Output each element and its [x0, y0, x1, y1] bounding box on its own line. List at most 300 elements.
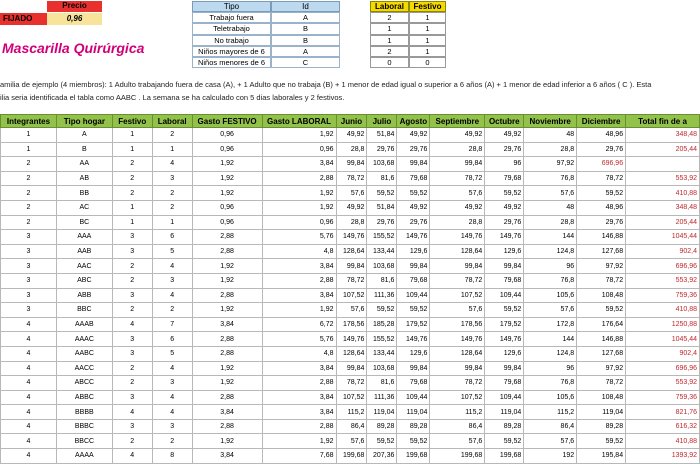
table-cell[interactable]: 99,84	[485, 259, 524, 274]
table-cell[interactable]: 0,96	[192, 128, 262, 143]
table-cell[interactable]: 4	[152, 288, 192, 303]
table-cell[interactable]	[626, 157, 700, 172]
table-cell[interactable]: 1,92	[262, 186, 336, 201]
table-cell[interactable]: 48,96	[577, 128, 626, 143]
table-cell[interactable]: 59,52	[577, 186, 626, 201]
table-cell[interactable]: 57,6	[524, 434, 577, 449]
table-cell[interactable]: 553,92	[626, 171, 700, 186]
table-cell[interactable]: 3	[152, 273, 192, 288]
table-cell[interactable]: 29,76	[367, 215, 397, 230]
table-cell[interactable]: 79,68	[397, 171, 430, 186]
table-cell[interactable]: 59,52	[367, 186, 397, 201]
table-cell[interactable]: 1	[1, 142, 57, 157]
table-cell[interactable]: 821,76	[626, 405, 700, 420]
table-cell[interactable]: 149,76	[430, 332, 485, 347]
price-header[interactable]: Precio	[47, 1, 102, 12]
column-header[interactable]: Junio	[336, 115, 367, 128]
table-cell[interactable]: 108,48	[577, 288, 626, 303]
table-cell[interactable]: AAAB	[56, 317, 112, 332]
table-cell[interactable]: 59,52	[367, 303, 397, 318]
table-cell[interactable]: 111,36	[367, 390, 397, 405]
table-cell[interactable]: 2,88	[192, 390, 262, 405]
table-cell[interactable]: 3	[1, 230, 57, 245]
table-cell[interactable]: 2,88	[262, 171, 336, 186]
tipo-table-header[interactable]: Tipo	[192, 1, 271, 12]
laboral-table-cell[interactable]: 1	[370, 23, 409, 34]
laboral-table-cell[interactable]: 2	[370, 12, 409, 23]
table-cell[interactable]: 129,6	[397, 244, 430, 259]
tipo-table-cell[interactable]: A	[271, 12, 340, 23]
table-cell[interactable]: 124,8	[524, 346, 577, 361]
table-cell[interactable]: BBC	[56, 303, 112, 318]
table-cell[interactable]: 49,92	[397, 128, 430, 143]
table-cell[interactable]: 49,92	[485, 200, 524, 215]
table-cell[interactable]: 1045,44	[626, 230, 700, 245]
table-cell[interactable]: 128,64	[430, 346, 485, 361]
table-cell[interactable]: 57,6	[430, 303, 485, 318]
table-cell[interactable]: 2	[1, 200, 57, 215]
table-cell[interactable]: 4	[1, 405, 57, 420]
table-cell[interactable]: 78,72	[430, 376, 485, 391]
laboral-table-cell[interactable]: 0	[409, 57, 446, 68]
table-cell[interactable]: 3	[112, 346, 152, 361]
table-cell[interactable]: 155,52	[367, 230, 397, 245]
tipo-table-cell[interactable]: Trabajo fuera	[192, 12, 271, 23]
table-cell[interactable]: 78,72	[430, 171, 485, 186]
table-cell[interactable]: 207,36	[367, 449, 397, 464]
laboral-table-cell[interactable]: 2	[370, 46, 409, 57]
table-cell[interactable]: 2	[112, 273, 152, 288]
table-cell[interactable]: 149,76	[336, 332, 367, 347]
table-cell[interactable]: 199,68	[397, 449, 430, 464]
table-cell[interactable]: 81,6	[367, 376, 397, 391]
table-cell[interactable]: 4	[112, 317, 152, 332]
table-cell[interactable]: 2	[152, 303, 192, 318]
table-cell[interactable]: 3,84	[262, 405, 336, 420]
table-cell[interactable]: 105,6	[524, 288, 577, 303]
table-cell[interactable]: 199,68	[485, 449, 524, 464]
table-cell[interactable]: 1	[152, 142, 192, 157]
table-cell[interactable]: 59,52	[397, 186, 430, 201]
table-cell[interactable]: 2,88	[262, 376, 336, 391]
table-cell[interactable]: 124,8	[524, 244, 577, 259]
table-cell[interactable]: 149,76	[397, 230, 430, 245]
table-cell[interactable]: 79,68	[397, 273, 430, 288]
table-cell[interactable]: 2	[152, 128, 192, 143]
table-cell[interactable]: 3,84	[262, 157, 336, 172]
table-cell[interactable]: ABCC	[56, 376, 112, 391]
table-cell[interactable]: AACC	[56, 361, 112, 376]
table-cell[interactable]: 28,8	[336, 142, 367, 157]
laboral-table-cell[interactable]: 0	[370, 57, 409, 68]
table-cell[interactable]: 155,52	[367, 332, 397, 347]
table-cell[interactable]: 2,88	[262, 419, 336, 434]
table-cell[interactable]: A	[56, 128, 112, 143]
table-cell[interactable]: 178,56	[336, 317, 367, 332]
table-cell[interactable]: 89,28	[577, 419, 626, 434]
table-cell[interactable]: 4	[1, 346, 57, 361]
table-cell[interactable]: 29,76	[485, 142, 524, 157]
table-cell[interactable]: 1,92	[192, 171, 262, 186]
table-cell[interactable]: 86,4	[430, 419, 485, 434]
table-cell[interactable]: 59,52	[485, 434, 524, 449]
table-cell[interactable]: 902,4	[626, 244, 700, 259]
column-header[interactable]: Festivo	[112, 115, 152, 128]
table-cell[interactable]: 48	[524, 200, 577, 215]
table-cell[interactable]: 3	[1, 288, 57, 303]
table-cell[interactable]: 78,72	[577, 273, 626, 288]
table-cell[interactable]: 48,96	[577, 200, 626, 215]
table-cell[interactable]: 0,96	[262, 215, 336, 230]
table-cell[interactable]: 127,68	[577, 346, 626, 361]
table-cell[interactable]: 144	[524, 230, 577, 245]
table-cell[interactable]: 115,2	[524, 405, 577, 420]
tipo-table-cell[interactable]: Niños mayores de 6	[192, 46, 271, 57]
table-cell[interactable]: 4,8	[262, 244, 336, 259]
table-cell[interactable]: 96	[524, 361, 577, 376]
table-cell[interactable]: 205,44	[626, 142, 700, 157]
table-cell[interactable]: 1	[112, 142, 152, 157]
table-cell[interactable]: 2	[112, 171, 152, 186]
table-cell[interactable]: 59,52	[367, 434, 397, 449]
tipo-table-cell[interactable]: No trabajo	[192, 35, 271, 46]
table-cell[interactable]: 0,96	[192, 200, 262, 215]
fixed-price-value[interactable]: 0,96	[47, 13, 102, 25]
table-cell[interactable]: 3,84	[192, 449, 262, 464]
table-cell[interactable]: 179,52	[485, 317, 524, 332]
table-cell[interactable]: 616,32	[626, 419, 700, 434]
table-cell[interactable]: 29,76	[577, 215, 626, 230]
table-cell[interactable]: 109,44	[397, 390, 430, 405]
table-cell[interactable]: 1,92	[192, 303, 262, 318]
table-cell[interactable]: 79,68	[485, 171, 524, 186]
table-cell[interactable]: 109,44	[485, 390, 524, 405]
table-cell[interactable]: 3	[112, 244, 152, 259]
table-cell[interactable]: 149,76	[430, 230, 485, 245]
table-cell[interactable]: 1045,44	[626, 332, 700, 347]
tipo-table-cell[interactable]: Niños menores de 6	[192, 57, 271, 68]
table-cell[interactable]: 0,96	[262, 142, 336, 157]
table-cell[interactable]: 3,84	[262, 361, 336, 376]
table-cell[interactable]: 133,44	[367, 346, 397, 361]
table-cell[interactable]: 109,44	[397, 288, 430, 303]
table-cell[interactable]: 2,88	[192, 288, 262, 303]
table-cell[interactable]: 79,68	[485, 376, 524, 391]
table-cell[interactable]: 4	[152, 405, 192, 420]
table-cell[interactable]: 28,8	[524, 142, 577, 157]
table-cell[interactable]: 2	[1, 157, 57, 172]
table-cell[interactable]: 128,64	[430, 244, 485, 259]
table-cell[interactable]: 3	[1, 259, 57, 274]
table-cell[interactable]: 4	[1, 390, 57, 405]
table-cell[interactable]: 129,6	[485, 346, 524, 361]
table-cell[interactable]: BB	[56, 186, 112, 201]
column-header[interactable]: Julio	[367, 115, 397, 128]
table-cell[interactable]: 49,92	[430, 200, 485, 215]
column-header[interactable]: Diciembre	[577, 115, 626, 128]
table-cell[interactable]: 178,56	[430, 317, 485, 332]
table-cell[interactable]: 6	[152, 332, 192, 347]
column-header[interactable]: Septiembre	[430, 115, 485, 128]
laboral-table-header[interactable]: Laboral	[370, 1, 409, 12]
table-cell[interactable]: 108,48	[577, 390, 626, 405]
table-cell[interactable]: 48	[524, 128, 577, 143]
table-cell[interactable]: 129,6	[397, 346, 430, 361]
table-cell[interactable]: 119,04	[577, 405, 626, 420]
table-cell[interactable]: 133,44	[367, 244, 397, 259]
table-cell[interactable]: 149,76	[485, 332, 524, 347]
table-cell[interactable]: 59,52	[485, 303, 524, 318]
table-cell[interactable]: 107,52	[336, 390, 367, 405]
table-cell[interactable]: 1,92	[192, 434, 262, 449]
column-header[interactable]: Tipo hogar	[56, 115, 112, 128]
table-cell[interactable]: 129,6	[485, 244, 524, 259]
table-cell[interactable]: 57,6	[524, 186, 577, 201]
table-cell[interactable]: 29,76	[485, 215, 524, 230]
table-cell[interactable]: 2,88	[192, 419, 262, 434]
table-cell[interactable]: 78,72	[577, 171, 626, 186]
table-cell[interactable]: 127,68	[577, 244, 626, 259]
table-cell[interactable]: 99,84	[336, 157, 367, 172]
table-cell[interactable]: 3,84	[262, 390, 336, 405]
table-cell[interactable]: 99,84	[430, 361, 485, 376]
table-cell[interactable]: 1	[1, 128, 57, 143]
table-cell[interactable]: 29,76	[367, 142, 397, 157]
table-cell[interactable]: 0,96	[192, 142, 262, 157]
table-cell[interactable]: 3	[1, 244, 57, 259]
table-cell[interactable]: 5	[152, 244, 192, 259]
table-cell[interactable]: 4	[1, 434, 57, 449]
table-cell[interactable]: 2,88	[262, 273, 336, 288]
table-cell[interactable]: 28,8	[430, 142, 485, 157]
table-cell[interactable]: 5	[152, 346, 192, 361]
laboral-table-header[interactable]: Festivo	[409, 1, 446, 12]
table-cell[interactable]: 4	[1, 361, 57, 376]
table-cell[interactable]: ABB	[56, 288, 112, 303]
table-cell[interactable]: 59,52	[397, 303, 430, 318]
table-cell[interactable]: 410,88	[626, 186, 700, 201]
table-cell[interactable]: 902,4	[626, 346, 700, 361]
table-cell[interactable]: 28,8	[336, 215, 367, 230]
table-cell[interactable]: 1,92	[262, 303, 336, 318]
table-cell[interactable]: 759,36	[626, 390, 700, 405]
laboral-table-cell[interactable]: 1	[409, 12, 446, 23]
table-cell[interactable]: 4	[1, 317, 57, 332]
table-cell[interactable]: 7	[152, 317, 192, 332]
table-cell[interactable]: 3	[152, 171, 192, 186]
table-cell[interactable]: 149,76	[485, 230, 524, 245]
laboral-table-cell[interactable]: 1	[409, 46, 446, 57]
table-cell[interactable]: 3	[152, 419, 192, 434]
table-cell[interactable]: 410,88	[626, 303, 700, 318]
table-cell[interactable]: 1393,92	[626, 449, 700, 464]
table-cell[interactable]: 199,68	[336, 449, 367, 464]
column-header[interactable]: Noviembre	[524, 115, 577, 128]
table-cell[interactable]: 3	[112, 390, 152, 405]
table-cell[interactable]: 4	[112, 405, 152, 420]
table-cell[interactable]: 119,04	[367, 405, 397, 420]
table-cell[interactable]: 3,84	[192, 405, 262, 420]
table-cell[interactable]: 57,6	[430, 434, 485, 449]
table-cell[interactable]: 1	[112, 200, 152, 215]
table-cell[interactable]: 6	[152, 230, 192, 245]
table-cell[interactable]: AABC	[56, 346, 112, 361]
table-cell[interactable]: 99,84	[397, 259, 430, 274]
table-cell[interactable]: 2	[1, 171, 57, 186]
table-cell[interactable]: 96	[524, 259, 577, 274]
table-cell[interactable]: BBCC	[56, 434, 112, 449]
table-cell[interactable]: 59,52	[397, 434, 430, 449]
table-cell[interactable]: 89,28	[367, 419, 397, 434]
table-cell[interactable]: 2	[112, 186, 152, 201]
table-cell[interactable]: 1,92	[262, 434, 336, 449]
column-header[interactable]: Total fin de a	[626, 115, 700, 128]
table-cell[interactable]: 49,92	[336, 200, 367, 215]
table-cell[interactable]: 146,88	[577, 332, 626, 347]
fixed-label[interactable]: FIJADO	[0, 13, 47, 25]
table-cell[interactable]: 4	[1, 332, 57, 347]
table-cell[interactable]: 1,92	[192, 273, 262, 288]
table-cell[interactable]: 99,84	[397, 157, 430, 172]
table-cell[interactable]: 59,52	[485, 186, 524, 201]
table-cell[interactable]: 1	[152, 215, 192, 230]
table-cell[interactable]: 81,6	[367, 171, 397, 186]
table-cell[interactable]: 29,76	[397, 142, 430, 157]
table-cell[interactable]: BC	[56, 215, 112, 230]
table-cell[interactable]: 128,64	[336, 244, 367, 259]
table-cell[interactable]: 2	[112, 259, 152, 274]
table-cell[interactable]: 2	[152, 186, 192, 201]
table-cell[interactable]: 3	[1, 273, 57, 288]
table-cell[interactable]: 78,72	[336, 273, 367, 288]
table-cell[interactable]: 49,92	[485, 128, 524, 143]
table-cell[interactable]: 78,72	[430, 273, 485, 288]
table-cell[interactable]: 97,92	[524, 157, 577, 172]
table-cell[interactable]: 99,84	[430, 259, 485, 274]
table-cell[interactable]: 696,96	[626, 259, 700, 274]
table-cell[interactable]: 149,76	[397, 332, 430, 347]
table-cell[interactable]: 49,92	[336, 128, 367, 143]
table-cell[interactable]: 144	[524, 332, 577, 347]
table-cell[interactable]: 149,76	[336, 230, 367, 245]
table-cell[interactable]: 348,48	[626, 128, 700, 143]
table-cell[interactable]: 4	[1, 376, 57, 391]
table-cell[interactable]: AB	[56, 171, 112, 186]
table-cell[interactable]: 57,6	[336, 434, 367, 449]
table-cell[interactable]: 119,04	[397, 405, 430, 420]
table-cell[interactable]: 79,68	[485, 273, 524, 288]
tipo-table-cell[interactable]: C	[271, 57, 340, 68]
table-cell[interactable]: 28,8	[524, 215, 577, 230]
table-cell[interactable]: 105,6	[524, 390, 577, 405]
table-cell[interactable]: 2,88	[192, 346, 262, 361]
table-cell[interactable]: 2	[152, 434, 192, 449]
table-cell[interactable]: 51,84	[367, 200, 397, 215]
tipo-table-cell[interactable]: A	[271, 46, 340, 57]
table-cell[interactable]: 86,4	[336, 419, 367, 434]
table-cell[interactable]: 4,8	[262, 346, 336, 361]
table-cell[interactable]: 2	[112, 361, 152, 376]
table-cell[interactable]: 57,6	[430, 186, 485, 201]
table-cell[interactable]: 79,68	[397, 376, 430, 391]
table-cell[interactable]: 76,8	[524, 376, 577, 391]
table-cell[interactable]: 696,96	[577, 157, 626, 172]
table-cell[interactable]: AC	[56, 200, 112, 215]
table-cell[interactable]: AAAA	[56, 449, 112, 464]
table-cell[interactable]: 51,84	[367, 128, 397, 143]
table-cell[interactable]: 111,36	[367, 288, 397, 303]
table-cell[interactable]: 1,92	[192, 157, 262, 172]
table-cell[interactable]: 4	[1, 449, 57, 464]
table-cell[interactable]: 4	[152, 390, 192, 405]
table-cell[interactable]: 29,76	[577, 142, 626, 157]
table-cell[interactable]: 205,44	[626, 215, 700, 230]
table-cell[interactable]: 99,84	[430, 157, 485, 172]
laboral-table-cell[interactable]: 1	[370, 35, 409, 46]
table-cell[interactable]: 99,84	[336, 259, 367, 274]
table-cell[interactable]: 1,92	[192, 361, 262, 376]
table-cell[interactable]: 6,72	[262, 317, 336, 332]
column-header[interactable]: Octubre	[485, 115, 524, 128]
table-cell[interactable]: 97,92	[577, 361, 626, 376]
table-cell[interactable]: 3,84	[262, 288, 336, 303]
table-cell[interactable]: 696,96	[626, 361, 700, 376]
table-cell[interactable]: 553,92	[626, 376, 700, 391]
table-cell[interactable]: 115,2	[336, 405, 367, 420]
tipo-table-header[interactable]: Id	[271, 1, 340, 12]
table-cell[interactable]: 2	[112, 434, 152, 449]
table-cell[interactable]: 146,88	[577, 230, 626, 245]
table-cell[interactable]: 103,68	[367, 259, 397, 274]
column-header[interactable]: Integrantes	[1, 115, 57, 128]
table-cell[interactable]: 2	[112, 157, 152, 172]
table-cell[interactable]: 179,52	[397, 317, 430, 332]
table-cell[interactable]: 1,92	[262, 200, 336, 215]
table-cell[interactable]: 4	[152, 259, 192, 274]
table-cell[interactable]: 89,28	[397, 419, 430, 434]
table-cell[interactable]: 59,52	[577, 303, 626, 318]
table-cell[interactable]: 176,64	[577, 317, 626, 332]
table-cell[interactable]: 78,72	[336, 376, 367, 391]
table-cell[interactable]: 1250,88	[626, 317, 700, 332]
table-cell[interactable]: 0,96	[192, 215, 262, 230]
table-cell[interactable]: 553,92	[626, 273, 700, 288]
table-cell[interactable]: 89,28	[485, 419, 524, 434]
table-cell[interactable]: 49,92	[430, 128, 485, 143]
table-cell[interactable]: 3	[112, 230, 152, 245]
table-cell[interactable]: 28,8	[430, 215, 485, 230]
table-cell[interactable]: 3	[152, 376, 192, 391]
tipo-table-cell[interactable]: B	[271, 23, 340, 34]
tipo-table-cell[interactable]: B	[271, 35, 340, 46]
table-cell[interactable]: AAA	[56, 230, 112, 245]
table-cell[interactable]: 107,52	[430, 288, 485, 303]
table-cell[interactable]: 76,8	[524, 171, 577, 186]
table-cell[interactable]: 115,2	[430, 405, 485, 420]
table-cell[interactable]: 4	[152, 361, 192, 376]
table-cell[interactable]: 99,84	[397, 361, 430, 376]
table-cell[interactable]: 109,44	[485, 288, 524, 303]
table-cell[interactable]: 49,92	[397, 200, 430, 215]
table-cell[interactable]: 107,52	[336, 288, 367, 303]
table-cell[interactable]: 2	[112, 376, 152, 391]
table-cell[interactable]: 2	[1, 186, 57, 201]
table-cell[interactable]: 78,72	[336, 171, 367, 186]
table-cell[interactable]: 1	[112, 215, 152, 230]
table-cell[interactable]: 8	[152, 449, 192, 464]
table-cell[interactable]: AAC	[56, 259, 112, 274]
table-cell[interactable]: 128,64	[336, 346, 367, 361]
